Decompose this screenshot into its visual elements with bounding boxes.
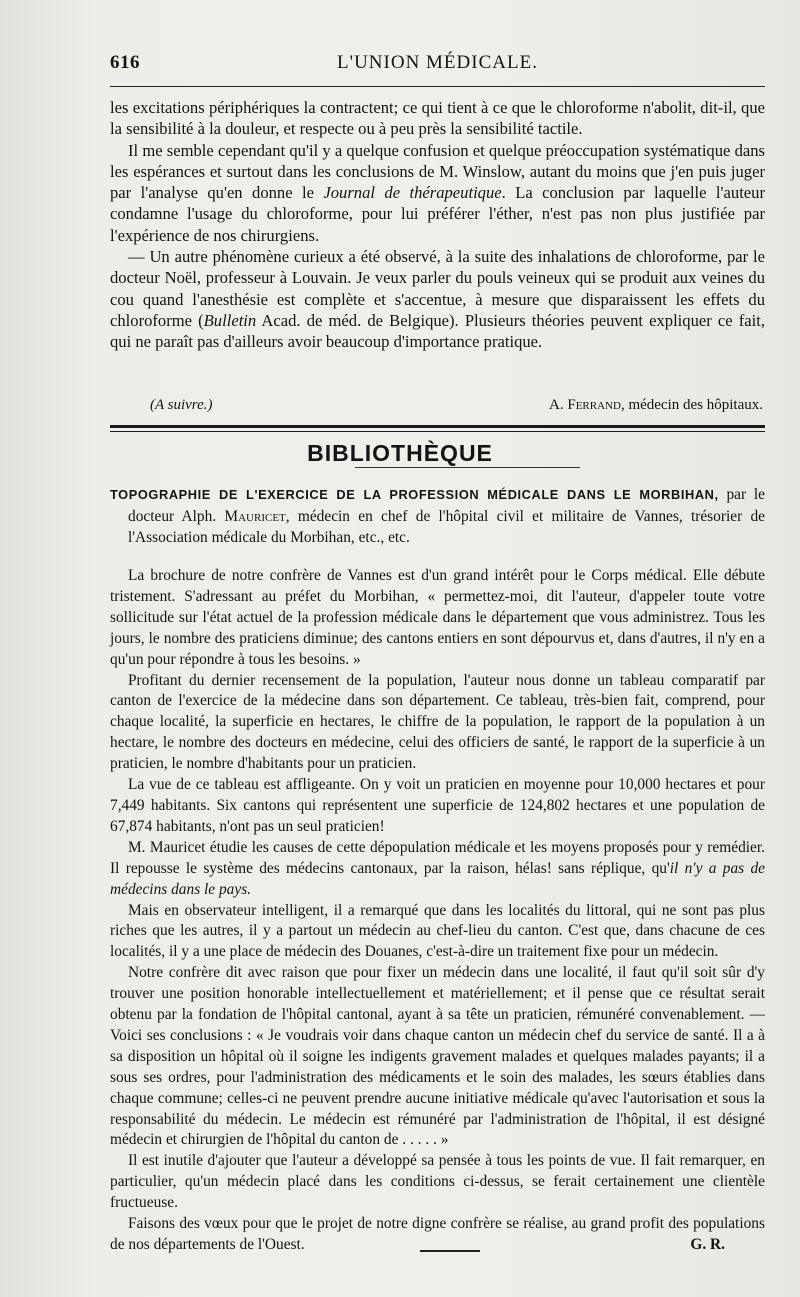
heading-underline xyxy=(355,467,580,468)
review-paragraph: La brochure de notre confrère de Vannes est d'un grand intérêt pour le Corps médical. Elle débute tristement. S'adressant au préfet du Morbihan, « permettez-moi, dit l'auteur, d'appeler toute votre sollicitude sur l'état actuel de la profession médicale dans le département que vous administrez. Tous les jours, le nombre des praticiens diminue; des cantons entiers en sont dépourvus et, dans d'autres, il n'y en a qu'un pour répondre à tous les besoins. » xyxy=(110,567,765,668)
paragraph-text: M. Mauricet étudie les causes de cette dépopulation médicale et les moyens proposés pour y remédier. Il repousse le système des médecins cantonaux, par la raison, hélas! sans réplique, qu' xyxy=(110,838,765,877)
header-rule xyxy=(110,86,765,87)
review-title-text: , médecin en chef de l'hôpital civil et militaire de Vannes, trésorier de l'Association médicale du Morbihan, etc., etc. xyxy=(128,507,765,546)
review-paragraph xyxy=(110,838,765,901)
page-number: 616 xyxy=(110,52,140,73)
author-title: , médecin des hôpitaux. xyxy=(620,397,763,413)
end-rule xyxy=(420,1250,480,1252)
journal-title: Journal de thérapeutique xyxy=(323,183,502,203)
review-title-caps: TOPOGRAPHIE DE L'EXERCICE DE LA PROFESSION MÉDICALE DANS LE MORBIHAN, xyxy=(110,487,719,502)
author-signature xyxy=(549,395,763,415)
review-paragraph: Profitant du dernier recensement de la population, l'auteur nous donne un tableau comparatif par canton de l'exercice de la médecine dans son département. Ce tableau, très-bien fait, comprend, pour chaque localité, la superficie en hectares, le chiffre de la population, le rapport de la population à un hectare, le nombre des docteurs en médecine, celui des officiers de santé, le rapport de la superficie à un praticien, le nombre d'habitants pour un praticien. xyxy=(110,671,765,773)
section-divider-thin xyxy=(110,431,765,432)
review-signature: G. R. xyxy=(690,1236,725,1253)
review-title xyxy=(110,484,765,549)
review-paragraph: Notre confrère dit avec raison que pour fixer un médecin dans une localité, il faut qu'il soit sûr d'y trouver une position honorable intellectuellement et matériellement; et il pense que ce résultat serait obtenu par la fondation de l'hôpital cantonal, ayant à sa tête un praticien, rémunéré convenablement. — Voici ses conclusions : « Je voudrais voir dans chaque canton un médecin chef du service de santé. Il a à sa disposition un hôpital où il soigne les indigents gravement malades et quelques malades payants; il a sous ses ordres, pour l'administration des médicaments et le soin des malades, les sœurs établies dans chaque commune; celles-ci ne peuvent prendre aucune initiative médicale qu'avec l'autorisation et sous la responsabilité du médecin. Le médecin est rémunéré par l'administration de l'hôpital, il est désigné médecin et chirurgien de l'hôpital du canton de . . . . . » xyxy=(110,964,765,1149)
paragraph-text: Acad. de méd. de Belgique). Plusieurs théories peuvent expliquer ce fait, qui ne paraît pas d'ailleurs avoir beaucoup d'importance pratique. xyxy=(110,310,766,352)
bulletin-title: Bulletin xyxy=(203,310,257,330)
review-body xyxy=(110,562,765,1256)
review-paragraph: La vue de ce tableau est affligeante. On y voit un praticien en moyenne pour 10,000 hectares et pour 7,449 habitants. Six cantons qui représentent une superficie de 124,802 hectares et une population de 67,874 habitants, n'ont pas un seul praticien! xyxy=(110,776,765,835)
paragraph-text: Faisons des vœux pour que le projet de notre digne confrère se réalise, au grand profit des populations de nos départements de l'Ouest. xyxy=(110,1215,765,1253)
article-paragraph xyxy=(110,140,765,246)
italic-quote: il n'y a pas de médecins dans le pays. xyxy=(110,859,765,898)
review-title-text: par le docteur Alph. xyxy=(128,486,765,525)
to-be-continued: (A suivre.) xyxy=(150,397,213,413)
article-paragraph xyxy=(110,246,765,352)
review-paragraph: Mais en observateur intelligent, il a remarqué que dans les localités du littoral, qui ne sont pas plus riches que les autres, il y a partout un médecin au chef-lieu du canton. C'est que, dans chacune de ces localités, il y a une place de médecin des Douanes, c'est-à-dire un traitement fixe pour un médecin. xyxy=(110,901,765,961)
section-divider xyxy=(110,425,765,428)
paragraph-text: Il me semble cependant qu'il y a quelque confusion et quelque préoccupation systématique dans les espérances et surtout dans les conclusions de M. Winslow, autant du moins que j'en puis juger par l'analyse qu'en donne le xyxy=(110,140,765,203)
running-title: L'UNION MÉDICALE. xyxy=(337,52,538,73)
author-initial: A. xyxy=(549,397,564,413)
review-paragraph: Il est inutile d'ajouter que l'auteur a développé sa pensée à tous les points de vue. Il fait remarquer, en particulier, qu'un médecin placé dans les conditions ci-dessus, se ferait certainement une clientèle fructueuse. xyxy=(110,1152,765,1212)
paragraph-text: — Un autre phénomène curieux a été observé, à la suite des inhalations de chloroforme, par le docteur Noël, professeur à Louvain. Je veux parler du pouls veineux qui se produit aux veines du cou quand l'anesthésie est complète et s'accentue, à mesure que disparaissent les effets du chloroforme ( xyxy=(110,247,765,330)
review-author-name: Mauricet xyxy=(224,507,286,525)
article-continuation xyxy=(110,97,765,353)
page-header xyxy=(110,52,765,82)
section-heading: BIBLIOTHÈQUE xyxy=(307,440,493,466)
paragraph-text: . La conclusion par laquelle l'auteur condamne l'usage du chloroforme, pour lui préférer l'éther, n'est pas non plus justifiée par l'expérience de nos chirurgiens. xyxy=(110,183,765,245)
author-name: Ferrand xyxy=(567,397,621,413)
article-paragraph: les excitations périphériques la contractent; ce qui tient à ce que le chloroforme n'abolit, dit-il, que la sensibilité à la douleur, et respecte ou à peu près la sensibilité tactile. xyxy=(110,98,765,139)
